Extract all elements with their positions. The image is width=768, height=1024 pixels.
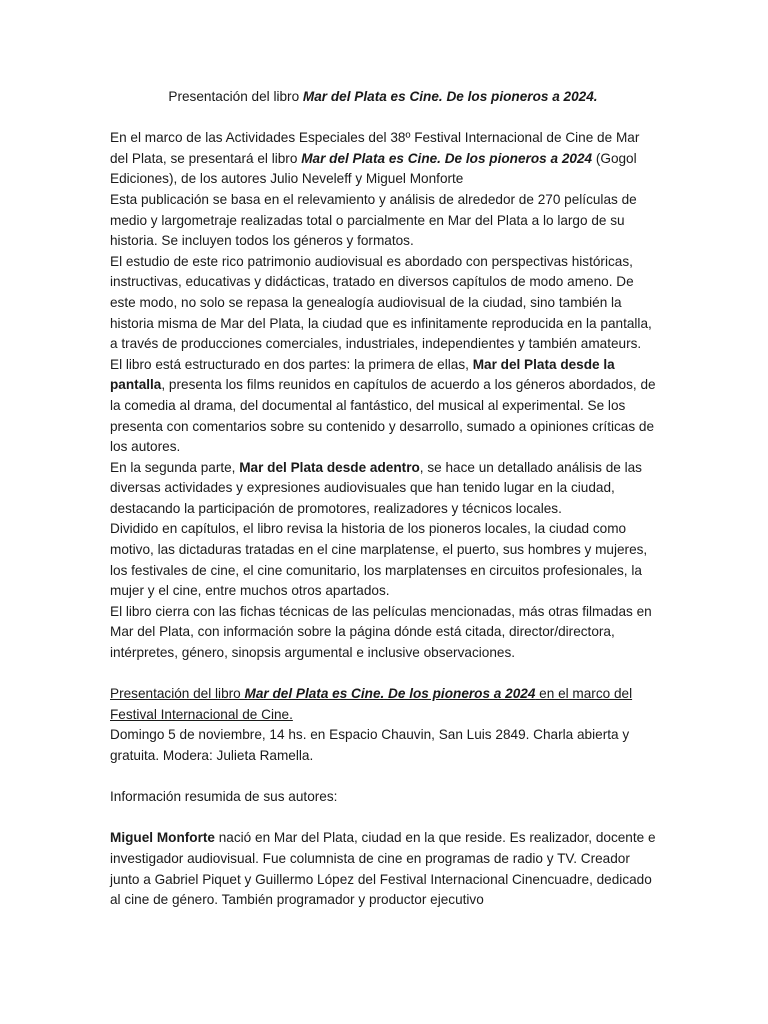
presentacion-heading: [110, 684, 656, 725]
estudio-paragraph: El estudio de este rico patrimonio audiovisual es abordado con perspectivas históricas, instructivas, educativas y didácticas, tratado en diversos capítulos de modo ameno. De este modo, no solo se repasa la genealogía audiovisual de la ciudad, sino también la historia misma de Mar del Plata, la ciudad que es infinitamente reproducida en la pantalla, a través de producciones comerciales, industriales, independientes y también amateurs.: [110, 253, 652, 352]
spacer: [110, 664, 656, 685]
intro-paragraph: [110, 128, 656, 190]
segunda-text-start: En la segunda parte,: [110, 459, 240, 475]
title-book-name: Mar del Plata es Cine. De los pioneros a 2024.: [302, 89, 598, 104]
partes-text-end: , presenta los films reunidos en capítulos de acuerdo a los géneros abordados, de la comedia al drama, del documental al fantástico, del musical al experimental. Se los presenta con comentarios sobre su contenido y desarrollo, sumado a opiniones críticas de los autores.: [110, 377, 656, 455]
author-paragraph: [110, 828, 656, 910]
intro-text-start: En el marco de las Actividades Especiales del 38º Festival Internacional de Cine de Mar del Plata, se presentará el libro: [110, 130, 640, 166]
segunda-bold-title: Mar del Plata desde adentro: [239, 459, 420, 475]
segunda-text-end: , se hace un detallado análisis de las diversas actividades y expresiones audiovisuales que han tenido lugar en la ciudad, destacando la participación de promotores, realizadores y técnicos locales.: [110, 459, 642, 516]
author-bio: nació en Mar del Plata, ciudad en la que reside. Es realizador, docente e investigador audiovisual. Fue columnista de cine en programas de radio y TV. Creador junto a Gabriel Piquet y Guillermo López del Festival Internacional Cinencuadre, dedicado al cine de género. También programador y productor ejecutivo: [110, 830, 656, 908]
partes-text-start: El libro está estructurado en dos partes: la primera de ellas,: [110, 356, 473, 372]
intro-book-name: Mar del Plata es Cine. De los pioneros a 2024: [301, 150, 593, 166]
title-prefix: Presentación del libro: [168, 89, 303, 104]
presentacion-details: Domingo 5 de noviembre, 14 hs. en Espacio Chauvin, San Luis 2849. Charla abierta y gratuita. Modera: Julieta Ramella.: [110, 727, 630, 763]
segunda-paragraph: [110, 458, 656, 520]
partes-paragraph: [110, 355, 656, 458]
partes-bold-title: Mar del Plata desde la pantalla: [110, 356, 615, 393]
spacer: [110, 808, 656, 829]
presentacion-text-end: en el marco del Festival Internacional de Cine.: [110, 686, 633, 722]
presentacion-text-start: Presentación del libro: [110, 686, 245, 702]
dividido-paragraph: Dividido en capítulos, el libro revisa la historia de los pioneros locales, la ciudad como motivo, las dictaduras tratadas en el cine marplatense, el puerto, sus hombres y mujeres, los festivales de cine, el cine comunitario, los marplatenses en circuitos profesionales, la mujer y el cine, entre muchos otros apartados.: [110, 521, 648, 599]
relevamiento-paragraph: Esta publicación se basa en el relevamiento y análisis de alrededor de 270 películas de medio y largometraje realizadas total o parcialmente en Mar del Plata a lo largo de su historia. Se incluyen todos los géneros y formatos.: [110, 191, 637, 249]
intro-text-end: (Gogol Ediciones), de los autores Julio Neveleff y Miguel Monforte: [110, 150, 637, 187]
author-name: Miguel Monforte: [110, 830, 215, 846]
fichas-paragraph: El libro cierra con las fichas técnicas de las películas mencionadas, más otras filmadas en Mar del Plata, con información sobre la página dónde está citada, director/directora, intérpretes, género, sinopsis argumental e inclusive observaciones.: [110, 603, 652, 661]
document-body: [110, 87, 656, 911]
spacer: [110, 767, 656, 788]
spacer: [110, 108, 656, 129]
info-heading: Información resumida de sus autores:: [110, 789, 338, 805]
presentacion-book-name: Mar del Plata es Cine. De los pioneros a 2024: [244, 686, 536, 702]
document-title: [110, 87, 656, 108]
